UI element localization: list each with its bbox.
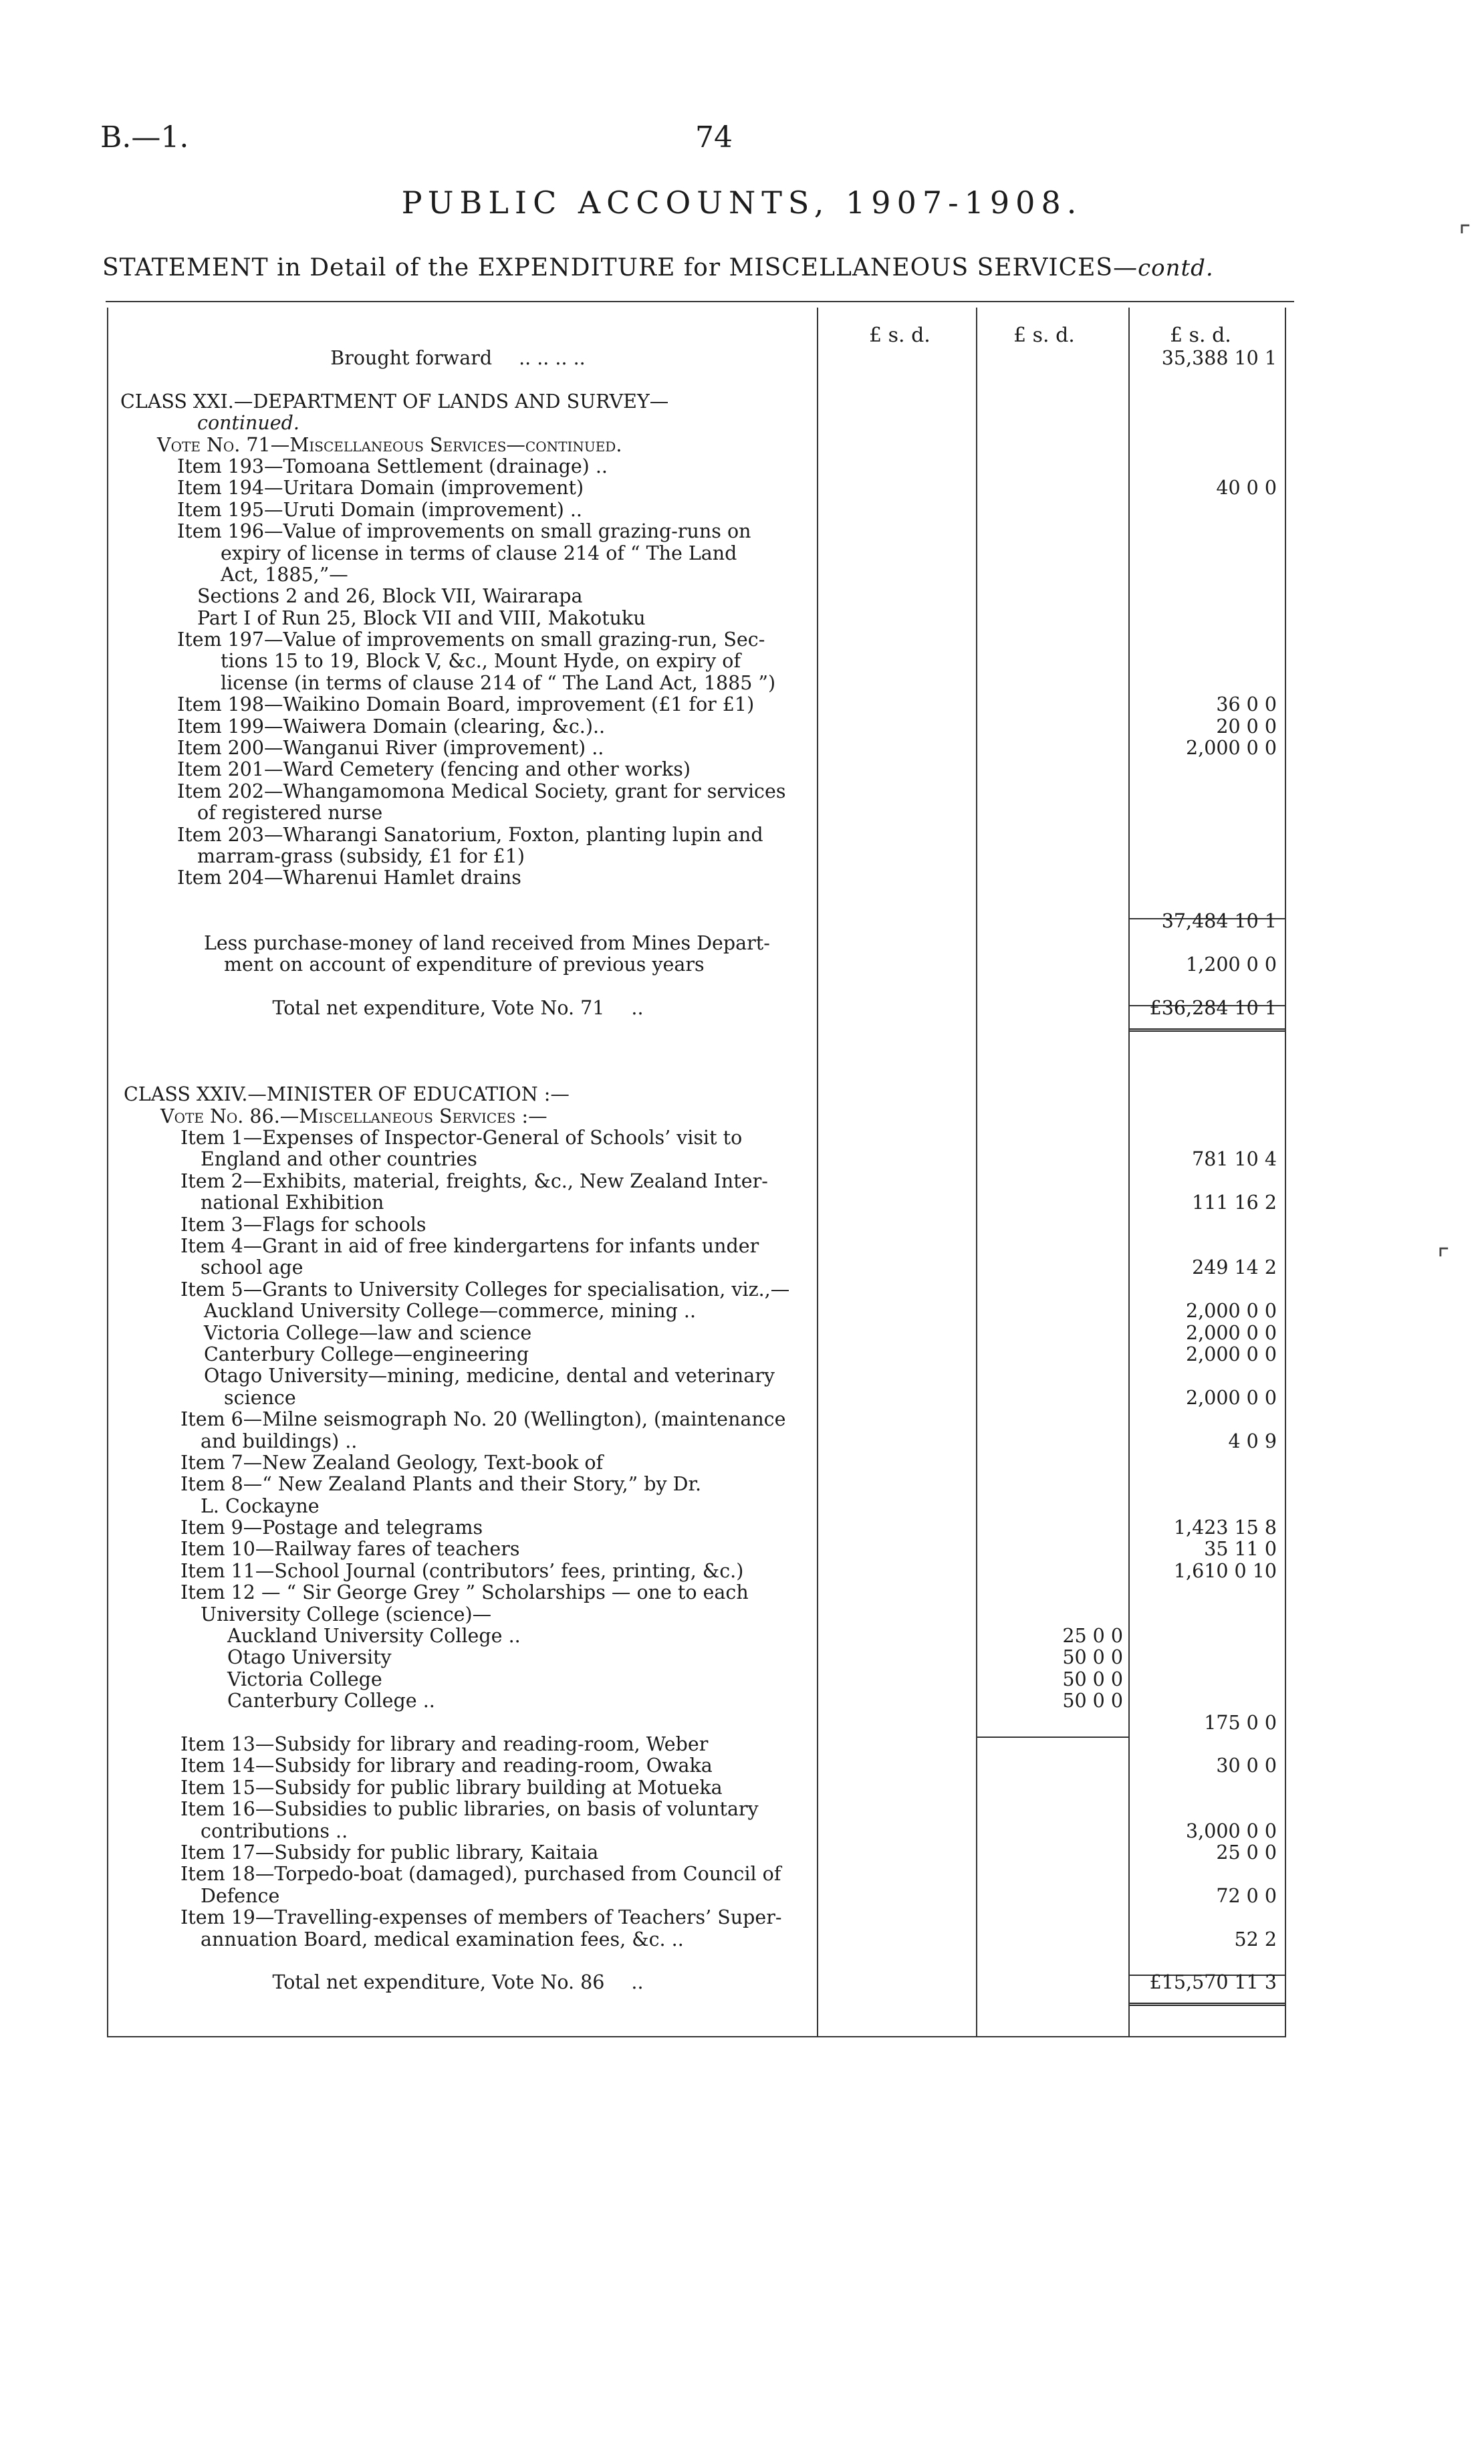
table-row bbox=[0, 933, 1484, 954]
table-row bbox=[0, 781, 1484, 802]
row-description: Item 16—Subsidies to public libraries, on basis of voluntary bbox=[180, 1798, 759, 1821]
row-description: Item 4—Grant in aid of free kindergartens for infants under bbox=[180, 1235, 759, 1258]
column-header-3: £ s. d. bbox=[1170, 324, 1231, 347]
row-description: Otago University—mining, medicine, dental and veterinary bbox=[204, 1365, 775, 1387]
row-description: Canterbury College—engineering bbox=[204, 1343, 529, 1365]
row-description: Item 1—Expenses of Inspector-General of Schools’ visit to bbox=[180, 1127, 743, 1149]
row-description: L. Cockayne bbox=[201, 1494, 320, 1517]
table-row bbox=[0, 1062, 1484, 1084]
row-description: Item 10—Railway fares of teachers bbox=[180, 1538, 520, 1561]
table-row bbox=[0, 998, 1484, 1019]
row-description: CLASS XXI.—DEPARTMENT OF LANDS AND SURVEY— bbox=[120, 390, 669, 413]
table-row bbox=[0, 911, 1484, 932]
table-row bbox=[0, 586, 1484, 607]
amount-col-3: 25 0 0 bbox=[1216, 1841, 1277, 1864]
row-description: school age bbox=[201, 1256, 303, 1279]
statement-heading-text: STATEMENT in Detail of the EXPENDITURE for MISCELLANEOUS SERVICES— bbox=[102, 254, 1138, 282]
amount-col-3: 2,000 0 0 bbox=[1186, 1300, 1277, 1323]
table-row bbox=[0, 1452, 1484, 1474]
amount-col-2: 50 0 0 bbox=[1062, 1646, 1123, 1669]
amount-col-3: 72 0 0 bbox=[1216, 1884, 1277, 1907]
row-description: contributions .. bbox=[201, 1819, 348, 1842]
row-description: and buildings) .. bbox=[201, 1430, 358, 1452]
table-row bbox=[0, 564, 1484, 586]
table-row bbox=[0, 846, 1484, 867]
table-row bbox=[0, 824, 1484, 846]
table-row bbox=[0, 802, 1484, 824]
table-row bbox=[0, 1561, 1484, 1582]
amount-col-3: £36,284 10 1 bbox=[1149, 996, 1277, 1019]
table-row bbox=[0, 673, 1484, 694]
table-row bbox=[0, 1365, 1484, 1387]
row-description: Victoria College—law and science bbox=[204, 1321, 532, 1344]
table-row bbox=[0, 1907, 1484, 1928]
row-description: science bbox=[224, 1386, 296, 1409]
row-description: Item 2—Exhibits, material, freights, &c., New Zealand Inter- bbox=[180, 1169, 768, 1192]
table-row bbox=[0, 1214, 1484, 1236]
table-row bbox=[0, 1409, 1484, 1430]
row-description: Defence bbox=[201, 1884, 280, 1907]
row-description: of registered nurse bbox=[197, 802, 383, 824]
table-row bbox=[0, 1950, 1484, 1972]
row-description: Item 195—Uruti Domain (improvement) .. bbox=[177, 498, 582, 521]
row-description: England and other countries bbox=[201, 1148, 477, 1171]
table-row bbox=[0, 413, 1484, 434]
table-row bbox=[0, 1041, 1484, 1062]
row-description: Item 19—Travelling-expenses of members of Teachers’ Super- bbox=[180, 1906, 782, 1929]
row-description: Item 3—Flags for schools bbox=[180, 1213, 426, 1236]
amount-col-3: 4 0 9 bbox=[1228, 1430, 1277, 1452]
table-row bbox=[0, 1106, 1484, 1127]
amount-col-3: 36 0 0 bbox=[1216, 693, 1277, 716]
amount-col-3: 35 11 0 bbox=[1204, 1538, 1277, 1561]
table-row bbox=[0, 1084, 1484, 1105]
table-row bbox=[0, 1755, 1484, 1777]
table-row bbox=[0, 1149, 1484, 1170]
table-row bbox=[0, 1344, 1484, 1365]
table-row bbox=[0, 369, 1484, 390]
table-row bbox=[0, 1690, 1484, 1712]
row-description: Item 194—Uritara Domain (improvement) bbox=[177, 477, 584, 499]
table-row bbox=[0, 456, 1484, 477]
row-description: Otago University bbox=[227, 1646, 392, 1669]
amount-col-3: 2,000 0 0 bbox=[1186, 1321, 1277, 1344]
table-row bbox=[0, 1821, 1484, 1842]
row-description: license (in terms of clause 214 of “ The Land Act, 1885 ”) bbox=[221, 671, 776, 694]
table-row bbox=[0, 1734, 1484, 1755]
margin-mark: ⌜ bbox=[1459, 221, 1471, 251]
margin-mark: ⌜ bbox=[1437, 1244, 1450, 1274]
document-reference: B.—1. bbox=[100, 120, 189, 154]
amount-col-3: 30 0 0 bbox=[1216, 1755, 1277, 1777]
table-row bbox=[0, 1474, 1484, 1495]
row-description: Act, 1885,”— bbox=[221, 563, 348, 586]
row-description: Less purchase-money of land received from Mines Depart- bbox=[204, 931, 770, 954]
amount-col-3: 52 2 bbox=[1234, 1928, 1277, 1950]
amount-col-2: 50 0 0 bbox=[1062, 1668, 1123, 1690]
amount-col-2: 25 0 0 bbox=[1062, 1625, 1123, 1648]
table-row bbox=[0, 499, 1484, 521]
row-description: Item 199—Waiwera Domain (clearing, &c.).. bbox=[177, 715, 606, 738]
column-headers bbox=[0, 324, 1484, 350]
row-description: Canterbury College .. bbox=[227, 1690, 435, 1712]
row-description bbox=[120, 1106, 849, 1127]
row-description: Item 14—Subsidy for library and reading-room, Owaka bbox=[180, 1755, 713, 1777]
page-title: PUBLIC ACCOUNTS, 1907-1908. bbox=[401, 185, 1083, 221]
row-description: Item 197—Value of improvements on small grazing-run, Sec- bbox=[177, 629, 765, 651]
table-row bbox=[0, 1019, 1484, 1040]
table-row bbox=[0, 1886, 1484, 1907]
row-description: Total net expenditure, Vote No. 71 .. bbox=[272, 996, 644, 1019]
row-description: Item 17—Subsidy for public library, Kaitaia bbox=[180, 1841, 599, 1864]
row-description: Item 18—Torpedo-boat (damaged), purchased from Council of bbox=[180, 1863, 781, 1886]
row-description: Item 198—Waikino Domain Board, improvement (£1 for £1) bbox=[177, 693, 755, 716]
row-description: CLASS XXIV.—MINISTER OF EDUCATION :— bbox=[124, 1083, 570, 1106]
amount-col-3: 249 14 2 bbox=[1192, 1256, 1277, 1279]
table-row bbox=[0, 694, 1484, 715]
table-row bbox=[0, 1496, 1484, 1517]
row-description: tions 15 to 19, Block V, &c., Mount Hyde, on expiry of bbox=[221, 650, 741, 673]
amount-col-3: 1,423 15 8 bbox=[1173, 1517, 1277, 1539]
amount-col-3: 37,484 10 1 bbox=[1161, 910, 1277, 933]
table-row bbox=[0, 1279, 1484, 1301]
row-description: Item 9—Postage and telegrams bbox=[180, 1517, 483, 1539]
page-number: 74 bbox=[695, 120, 733, 154]
row-description: ment on account of expenditure of previous years bbox=[224, 953, 705, 976]
row-description: Item 204—Wharenui Hamlet drains bbox=[177, 867, 521, 889]
row-description: expiry of license in terms of clause 214 of “ The Land bbox=[221, 542, 737, 564]
row-description: Auckland University College—commerce, mining .. bbox=[204, 1300, 697, 1323]
row-description: Item 201—Ward Cemetery (fencing and other works) bbox=[177, 758, 691, 781]
amount-col-3: £15,570 11 3 bbox=[1149, 1971, 1277, 1994]
table-row bbox=[0, 1323, 1484, 1344]
table-row bbox=[0, 543, 1484, 564]
table-row bbox=[0, 716, 1484, 738]
amount-col-3: 2,000 0 0 bbox=[1186, 737, 1277, 760]
row-description: Item 6—Milne seismograph No. 20 (Wellington), (maintenance bbox=[180, 1408, 786, 1431]
amount-col-3: 20 0 0 bbox=[1216, 715, 1277, 738]
row-description: continued. bbox=[197, 412, 299, 435]
table-row bbox=[0, 867, 1484, 889]
table-row bbox=[0, 1799, 1484, 1820]
amount-col-3: 175 0 0 bbox=[1204, 1711, 1277, 1734]
table-row bbox=[0, 1864, 1484, 1885]
net-total-double-rule-86 bbox=[1130, 2003, 1285, 2006]
row-description: Brought forward .. .. .. .. bbox=[330, 347, 586, 369]
table-row bbox=[0, 976, 1484, 997]
table-row bbox=[0, 1777, 1484, 1799]
table-row bbox=[0, 1387, 1484, 1409]
vote-label: Vote No. 86.—Miscellaneous Services :— bbox=[160, 1105, 547, 1127]
amount-col-3: 35,388 10 1 bbox=[1161, 347, 1277, 369]
table-row bbox=[0, 651, 1484, 672]
row-description: Item 203—Wharangi Sanatorium, Foxton, planting lupin and bbox=[177, 823, 763, 846]
row-description: national Exhibition bbox=[201, 1192, 384, 1214]
column-header-1: £ s. d. bbox=[869, 324, 931, 347]
row-description bbox=[120, 435, 846, 456]
vote-label: Vote No. 71—Miscellaneous Services—continued. bbox=[157, 433, 622, 456]
table-row bbox=[0, 1712, 1484, 1734]
row-description: Item 202—Whangamomona Medical Society, grant for services bbox=[177, 780, 786, 802]
row-description: Part I of Run 25, Block VII and VIII, Makotuku bbox=[197, 606, 646, 629]
table-row bbox=[0, 348, 1484, 369]
table-row bbox=[0, 1626, 1484, 1647]
amount-col-3: 1,610 0 10 bbox=[1173, 1559, 1277, 1582]
table-top-rule bbox=[106, 301, 1294, 302]
table-row bbox=[0, 954, 1484, 976]
leader-dots: .. bbox=[631, 996, 644, 1019]
amount-col-3: 2,000 0 0 bbox=[1186, 1343, 1277, 1365]
table-row bbox=[0, 1669, 1484, 1690]
table-row bbox=[0, 1171, 1484, 1192]
table-row bbox=[0, 1972, 1484, 1993]
row-description: Victoria College bbox=[227, 1668, 382, 1690]
amount-col-3: 781 10 4 bbox=[1192, 1148, 1277, 1171]
table-row bbox=[0, 1192, 1484, 1214]
table-row bbox=[0, 391, 1484, 413]
row-description: Item 5—Grants to University Colleges for specialisation, viz.,— bbox=[180, 1278, 790, 1301]
table-row bbox=[0, 1431, 1484, 1452]
row-description: Item 193—Tomoana Settlement (drainage) .. bbox=[177, 455, 608, 477]
leader-dots: .. .. .. .. bbox=[519, 347, 586, 369]
table-row bbox=[0, 629, 1484, 651]
table-row bbox=[0, 477, 1484, 499]
row-description: Auckland University College .. bbox=[227, 1625, 521, 1648]
amount-col-3: 3,000 0 0 bbox=[1186, 1819, 1277, 1842]
row-description: Item 8—“ New Zealand Plants and their Story,” by Dr. bbox=[180, 1473, 702, 1496]
table-row bbox=[0, 1517, 1484, 1539]
row-description: Item 196—Value of improvements on small grazing-runs on bbox=[177, 520, 751, 543]
amount-col-3: 111 16 2 bbox=[1192, 1192, 1277, 1214]
table-row bbox=[0, 521, 1484, 542]
table-bottom-rule bbox=[107, 2036, 1286, 2037]
leader-dots: .. bbox=[631, 1971, 644, 1994]
table-row bbox=[0, 1127, 1484, 1149]
row-description: marram-grass (subsidy, £1 for £1) bbox=[197, 845, 525, 867]
table-row bbox=[0, 435, 1484, 456]
statement-heading bbox=[102, 254, 1214, 282]
row-description: Sections 2 and 26, Block VII, Wairarapa bbox=[197, 585, 583, 608]
table-row bbox=[0, 1842, 1484, 1864]
table-row bbox=[0, 759, 1484, 780]
row-description: University College (science)— bbox=[201, 1603, 492, 1626]
amount-col-3: 1,200 0 0 bbox=[1186, 953, 1277, 976]
table-row bbox=[0, 889, 1484, 911]
statement-heading-contd: contd. bbox=[1138, 255, 1214, 282]
table-row bbox=[0, 738, 1484, 759]
amount-col-2: 50 0 0 bbox=[1062, 1690, 1123, 1712]
amount-col-3: 40 0 0 bbox=[1216, 477, 1277, 499]
table-row bbox=[0, 1301, 1484, 1322]
table-row bbox=[0, 1236, 1484, 1257]
table-row bbox=[0, 1604, 1484, 1626]
row-description: Total net expenditure, Vote No. 86 .. bbox=[272, 1971, 644, 1994]
row-description: Item 200—Wanganui River (improvement) .. bbox=[177, 737, 604, 760]
amount-col-3: 2,000 0 0 bbox=[1186, 1386, 1277, 1409]
table-row bbox=[0, 1582, 1484, 1603]
table-row bbox=[0, 608, 1484, 629]
row-description: Item 11—School Journal (contributors’ fees, printing, &c.) bbox=[180, 1559, 744, 1582]
row-description: Item 13—Subsidy for library and reading-room, Weber bbox=[180, 1733, 709, 1755]
row-description: Item 15—Subsidy for public library building at Motueka bbox=[180, 1776, 723, 1799]
row-description: Item 12 — “ Sir George Grey ” Scholarships — one to each bbox=[180, 1581, 749, 1604]
column-header-2: £ s. d. bbox=[1013, 324, 1075, 347]
table-row bbox=[0, 1257, 1484, 1278]
table-row bbox=[0, 1539, 1484, 1560]
row-description: annuation Board, medical examination fees, &c. .. bbox=[201, 1928, 684, 1950]
row-description: Item 7—New Zealand Geology, Text-book of bbox=[180, 1451, 604, 1474]
table-row bbox=[0, 1647, 1484, 1668]
table-row bbox=[0, 1929, 1484, 1950]
expenditure-table bbox=[0, 348, 1484, 1994]
